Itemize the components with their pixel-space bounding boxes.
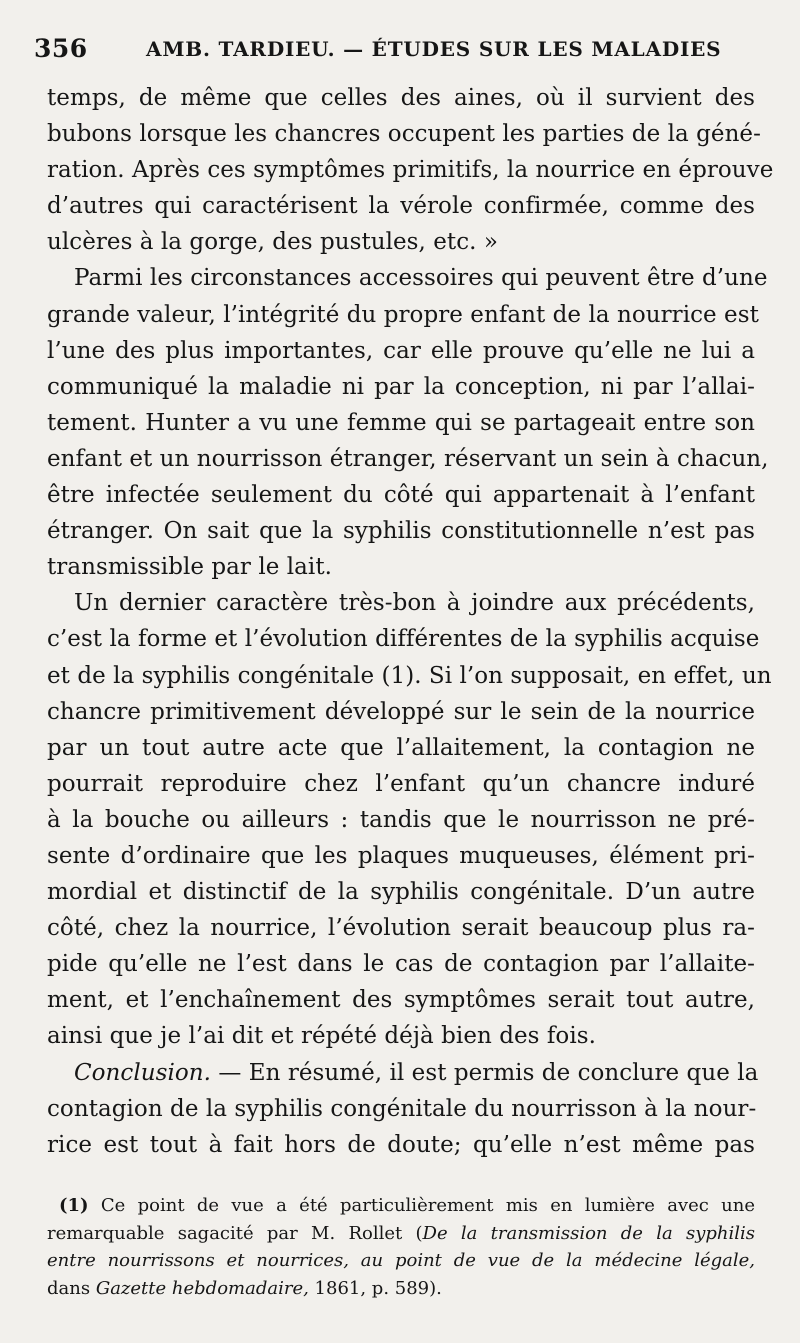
footnote-line (47, 1275, 755, 1303)
text-line: ration. Après ces symptômes primitifs, la nourrice en éprouve (47, 157, 774, 184)
footnote-text: Ce point de vue a été particulièrement mis en lumière avec une (88, 1195, 755, 1216)
main-text (47, 80, 774, 1163)
text-line: d’autres qui caractérisent la vérole confirmée, comme des (47, 193, 755, 220)
conclusion-text: — En résumé, il est permis de conclure que la (211, 1059, 759, 1086)
footnote-line (47, 1247, 755, 1275)
text-line: c’est la forme et l’évolution différentes de la syphilis acquise (47, 626, 760, 653)
text-line: l’une des plus importantes, car elle prouve qu’elle ne lui a (47, 337, 755, 364)
running-header (34, 34, 754, 64)
text-line: pide qu’elle ne l’est dans le cas de contagion par l’allaite- (47, 951, 755, 978)
footnote-text: 1861, p. 589). (308, 1277, 442, 1299)
footnote-line (47, 1192, 755, 1220)
text-line: mordial et distinctif de la syphilis congénitale. D’un autre (47, 879, 755, 906)
text-line: Un dernier caractère très-bon à joindre aux précédents, (74, 590, 755, 617)
text-line: sente d’ordinaire que les plaques muqueuses, élément pri- (47, 842, 755, 869)
text-line: à la bouche ou ailleurs : tandis que le nourrisson ne pré- (47, 806, 755, 833)
text-line: rice est tout à fait hors de doute; qu’elle n’est même pas (47, 1131, 755, 1158)
footnote-title: De la transmission de la syphilis (422, 1222, 755, 1244)
footnote-text: dans (47, 1277, 96, 1299)
running-head-title: AMB. TARDIEU. — ÉTUDES SUR LES MALADIES (146, 37, 722, 61)
text-line: par un tout autre acte que l’allaitement, la contagion ne (47, 734, 755, 761)
footnote-marker: (1) (59, 1195, 89, 1216)
footnote-journal: Gazette hebdomadaire, (95, 1277, 309, 1299)
conclusion-label: Conclusion. (74, 1059, 211, 1086)
page-number: 356 (34, 34, 88, 63)
text-line: ainsi que je l’ai dit et répété déjà bien des fois. (47, 1023, 596, 1050)
text-line: ulcères à la gorge, des pustules, etc. » (47, 229, 498, 256)
text-line: communiqué la maladie ni par la conception, ni par l’allai- (47, 373, 755, 400)
text-line: et de la syphilis congénitale (1). Si l’on supposait, en effet, un (47, 662, 772, 689)
footnote-line (47, 1220, 755, 1248)
text-line: côté, chez la nourrice, l’évolution serait beaucoup plus ra- (47, 915, 755, 942)
footnote-text: remarquable sagacité par M. Rollet ( (47, 1222, 423, 1244)
text-line: enfant et un nourrisson étranger, réservant un sein à chacun, (47, 445, 769, 472)
text-line: pourrait reproduire chez l’enfant qu’un chancre induré (47, 770, 755, 797)
text-line: ment, et l’enchaînement des symptômes serait tout autre, (47, 987, 755, 1014)
text-line: transmissible par le lait. (47, 554, 332, 581)
text-line: étranger. On sait que la syphilis constitutionnelle n’est pas (47, 518, 755, 545)
footnote-title: entre nourrissons et nourrices, au point de vue de la médecine légale, (47, 1250, 755, 1271)
text-line: temps, de même que celles des aines, où il survient des (47, 85, 755, 111)
text-line: grande valeur, l’intégrité du propre enfant de la nourrice est (47, 301, 759, 328)
footnote (47, 1192, 755, 1302)
text-line: être infectée seulement du côté qui appartenait à l’enfant (47, 482, 755, 509)
text-line: chancre primitivement développé sur le sein de la nourrice (47, 698, 755, 725)
text-line: Parmi les circonstances accessoires qui peuvent être d’une (74, 265, 768, 292)
text-line: bubons lorsque les chancres occupent les parties de la géné- (47, 121, 761, 148)
conclusion-first-line (47, 1055, 759, 1091)
text-line: contagion de la syphilis congénitale du nourrisson à la nour- (47, 1095, 757, 1122)
text-line: tement. Hunter a vu une femme qui se partageait entre son (47, 409, 755, 436)
